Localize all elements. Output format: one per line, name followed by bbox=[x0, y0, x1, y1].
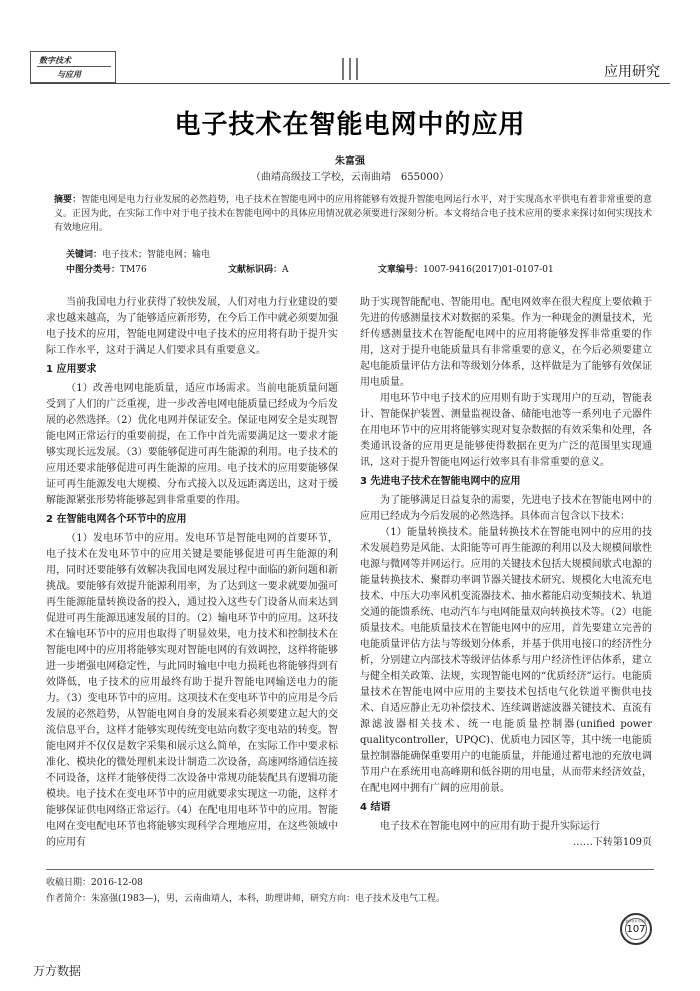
section-2-paragraph: （1）发电环节中的应用。发电环节是智能电网的首要环节，电子技术在发电环节中的应用关键是要能够促进可再生能源的利用，同时还要能够有效解决我国电网发展过程中面临的新问题和新挑战。要能够有效提升能源利用率，为了达到这一要求就要加强可再生能源能量转换设备的投入，通过投入这些专门设备从而来达到促进可再生能源迅速发展的目的。（2）输电环节中的应用。这环技术在输电环节中的应用也取得了明显效果，电力技术和控制技术在智能电网中的应用将能够实现对智能电网的有效调控，这样将能够进一步增强电网稳定性，与此同时输电中电力损耗也将能够得到有效降低，电子技术的应用最终有助于提升智能电网输送电力的能力。（3）变电环节中的应用。这项技术在变电环节中的应用是今后发展的必然趋势，从智能电网自身的发展来看必须要建立起大的交流信息平台，这样才能够实现传统变电站向数字变电站的转变。智能电网并不仅仅是数字采集和展示这么简单，在实际工作中要求标准化、模块化的微处理机来设计制造二次设备，高速网络通信连接不同设备，这样才能够使得二次设备中常规功能装配具有逻辑功能模块。电子技术在变电环节中的应用就要求实现这一功能，这样才能够保证供电网络正常运行。（4）在配电用电环节中的应用。智能电网在变电配电环节也将能够实现科学合理地应用，在这些领域中的应用有 bbox=[46, 533, 338, 848]
right-paragraph-2: 用电环节中电子技术的应用则有助于实现用户的互动，智能表计、智能保护装置、测量监视设备、储能电池等一系列电子元器件在用电环节中的应用将能够实现对复杂数据的有效采集和处理，各类通讯设备的应用更是能够使得数据在更为广泛的范围里实现通讯，这对于提升智能电网运行效率具有非常重要的意义。 bbox=[360, 393, 652, 468]
continued-note: ……下转第109页 bbox=[572, 837, 652, 848]
journal-logo-line2: 与应用 bbox=[57, 70, 81, 79]
right-paragraph-1: 助于实现智能配电、智能用电。配电网效率在很大程度上要依赖于先进的传感测量技术对数据的采集。作为一种现金的测量技术，光纤传感测量技术在智能配电网中的应用将能够发挥非常重要的作用，这对于提升电能质量具有非常重要的意义，在今后必须要建立起电能质量评估方法和等级划分体系，这样做是为了能够有效保证用电质量。 bbox=[360, 297, 652, 388]
section-3-paragraph-1: 为了能够满足日益复杂的需要，先进电子技术在智能电网中的应用已经成为今后发展的必然选择。具体而言包含以下技术： bbox=[360, 495, 652, 522]
header-decoration bbox=[342, 58, 363, 80]
clc-label: 中图分类号： bbox=[66, 265, 121, 275]
section-2-heading: 2 在智能电网各个环节中的应用 bbox=[46, 514, 187, 525]
logo-divider bbox=[37, 66, 111, 67]
paper-author: 朱富强 bbox=[335, 156, 365, 167]
section-3-heading: 3 先进电子技术在智能电网中的应用 bbox=[360, 476, 521, 487]
doc-code-value: A bbox=[282, 265, 289, 275]
section-1-paragraph: （1）改善电网电能质量，适应市场需求。当前电能质量问题受到了人们的广泛重视，进一步改善电网电能质量已经成为今后发展的必然选择。（2）优化电网并保证安全。保证电网安全是实现智能电网正常运行的重要前提，在工作中首先需要满足这一要求才能够实现长远发展。（3）要能够促进可再生能源的利用。电子技术的应用还要求能够促进可再生能源的应用。电子技术的应用要能够保证可再生能源发电大规模、分布式接入以及远距离送出，这对于缓解能源紧张形势将能够起到非常重要的作用。 bbox=[46, 383, 338, 506]
section-tag: 应用研究 bbox=[604, 64, 660, 80]
article-no-value: 1007-9416(2017)01-0107-01 bbox=[423, 265, 554, 275]
received-date bbox=[46, 875, 143, 888]
document-code bbox=[228, 262, 289, 275]
clc-value: TM76 bbox=[120, 265, 147, 275]
journal-logo-line1: 数字技术 bbox=[39, 56, 71, 65]
author-bio-label: 作者简介： bbox=[46, 894, 92, 904]
author-bio bbox=[46, 891, 445, 904]
header-rule bbox=[30, 83, 670, 84]
keywords-text: 电子技术；智能电网；输电 bbox=[102, 250, 211, 260]
doc-code-label: 文献标识码： bbox=[228, 265, 283, 275]
intro-paragraph: 当前我国电力行业获得了较快发展，人们对电力行业建设的要求也越来越高，为了能够适应新形势，在今后工作中就必须要加强电子技术的应用，智能电网建设中电子技术的应用将有助于提升实际工作水平，这对于满足人们要求具有重要意义。 bbox=[46, 297, 338, 356]
received-value: 2016-12-08 bbox=[91, 878, 143, 888]
section-3-paragraph-2: （1）能量转换技术。能量转换技术在智能电网中的应用的技术发展趋势是风能、太阳能等可再生能源的利用以及大规模间歇性电源与微网等并网运行。应用的关键技术包括大规模间歇式电源的能量转换技术、聚群功率调节器关键技术研究、规模化大电流充电技术、中压大功率风机变流器技术、抽水蓄能启动变频技术、轨道交通的能馈系统、电动汽车与电网能量双向转换技术等。（2）电能质量技术。电能质量技术在智能电网中的应用，首先要建立完善的电能质量评估方法与等级划分体系，并基于供用电接口的经济性分析，分别建立内部技术等级评估体系与用户经济性评估体系，建立与健全相关政策、法规，实现智能电网的“优质经济”运行。电能质量技术在智能电网中应用的主要技术包括电气化铁道平衡供电技术、自适应静止无功补偿技术、连续调谐滤波器关键技术、直流有源滤波器相关技术、统一电能质量控制器(unified power qualitycontroller，UPQC)、优质电力园区等，其中统一电能质量控制器能确保重要用户的电能质量，并能通过蓄电池的充放电调节用户在系统用电高峰期和低谷期的用电量，从而带来经济效益，在配电网中拥有广阔的应用前景。 bbox=[360, 527, 652, 794]
page-number: 107 bbox=[626, 924, 646, 935]
clc-number bbox=[66, 262, 147, 275]
section-4-heading: 4 结语 bbox=[360, 802, 391, 813]
right-column bbox=[360, 295, 652, 851]
paper-title: 电子技术在智能电网中的应用 bbox=[174, 110, 526, 140]
journal-logo bbox=[30, 51, 116, 83]
page-number-badge bbox=[620, 913, 652, 945]
left-column bbox=[46, 295, 338, 851]
footnote-rule bbox=[46, 869, 654, 870]
section-1-heading: 1 应用要求 bbox=[46, 364, 97, 375]
abstract-label: 摘要： bbox=[54, 195, 82, 205]
keywords bbox=[66, 247, 210, 260]
abstract bbox=[54, 193, 652, 235]
author-bio-text: 朱富强(1983—)，男，云南曲靖人，本科，助理讲师，研究方向：电子技术及电气工程。 bbox=[91, 894, 445, 904]
abstract-text: 智能电网是电力行业发展的必然趋势，电子技术在智能电网中的应用将能够有效提升智能电网运行水平，对于实现高水平供电有着非常重要的意义。正因为此，在实际工作中对于电子技术在智能电网中的具体应用情况就必须要进行深刻分析。本文将结合电子技术应用的要求来探讨如何实现技术有效地应用。 bbox=[54, 195, 652, 233]
article-number bbox=[378, 262, 554, 275]
paper-affiliation: （曲靖高级技工学校，云南曲靖 655000） bbox=[250, 172, 450, 183]
section-4-paragraph: 电子技术在智能电网中的应用有助于提升实际运行 bbox=[380, 821, 600, 832]
watermark: 万方数据 bbox=[33, 964, 82, 978]
badge-journal-text: 数字技术与应用 bbox=[625, 919, 647, 923]
keywords-label: 关键词： bbox=[66, 250, 103, 260]
article-no-label: 文章编号： bbox=[378, 265, 424, 275]
received-label: 收稿日期： bbox=[46, 878, 92, 888]
